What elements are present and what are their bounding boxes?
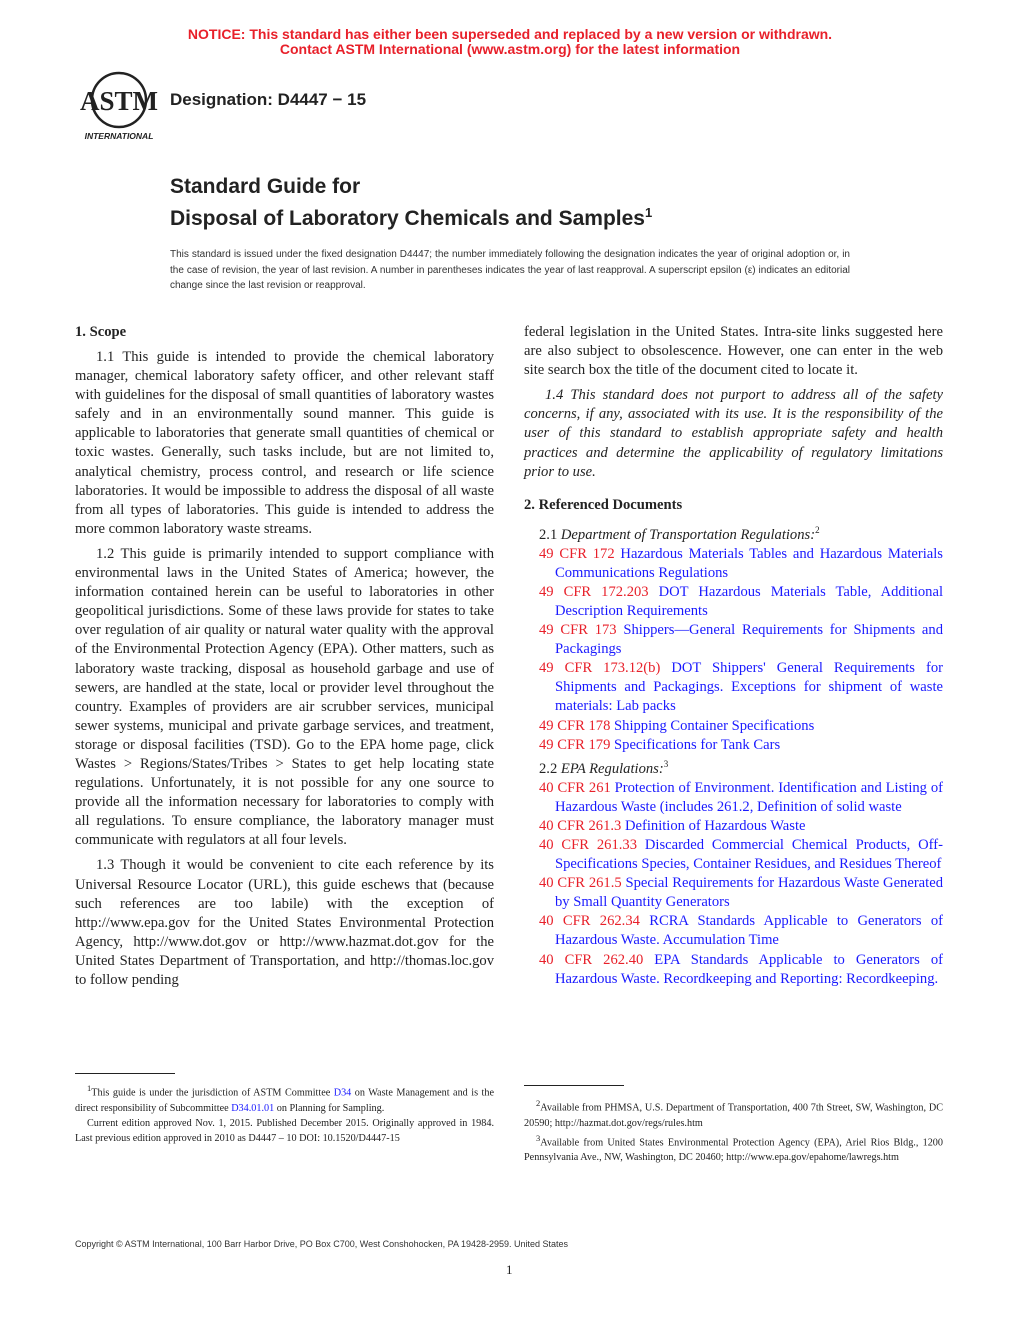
reference-title[interactable]: Special Requirements for Hazardous Waste Generated by Small Quantity Generators bbox=[555, 875, 943, 911]
footnote-2: $^2$Available from PHMSA, U.S. Department of Transportation, 400 7th Street, SW, Washington, DC 20590; http://hazmat.dot.gov/regs/rules.htm bbox=[524, 1098, 943, 1129]
title-text: Disposal of Laboratory Chemicals and Samples bbox=[170, 207, 645, 230]
reference-link[interactable] bbox=[524, 817, 943, 836]
left-column bbox=[75, 323, 494, 996]
reference-code[interactable]: 40 CFR 262.34 bbox=[539, 913, 640, 930]
notice-line-1: NOTICE: This standard has either been superseded and replaced by a new version or withdrawn. bbox=[187, 26, 833, 42]
right-column bbox=[524, 323, 943, 989]
reference-code[interactable]: 49 CFR 173 bbox=[539, 622, 617, 639]
reference-code[interactable]: 40 CFR 261.3 bbox=[539, 817, 622, 834]
reference-code[interactable]: 49 CFR 172.203 bbox=[539, 583, 649, 600]
reference-title[interactable]: Hazardous Materials Tables and Hazardous Materials Communications Regulations bbox=[555, 545, 943, 581]
committee-link[interactable]: D34 bbox=[333, 1087, 352, 1099]
notice-banner bbox=[0, 27, 1020, 57]
para-1-3-cont: federal legislation in the United States. Intra-site links suggested here are also subject to obsolescence. However, one can enter in the web site search box the title of the document cited to locate it. bbox=[524, 324, 943, 379]
reference-code[interactable]: 49 CFR 173.12(b) bbox=[539, 660, 661, 677]
notice-line-2: Contact ASTM International (www.astm.org) for the latest information bbox=[279, 41, 741, 57]
epa-reference-list bbox=[524, 779, 943, 989]
reference-title[interactable]: Shipping Container Specifications bbox=[614, 717, 815, 734]
footnote-divider-right bbox=[524, 1085, 624, 1086]
title-line-2 bbox=[170, 200, 652, 232]
reference-code[interactable]: 49 CFR 172 bbox=[539, 545, 615, 562]
svg-text:INTERNATIONAL: INTERNATIONAL bbox=[84, 131, 154, 141]
reference-link[interactable] bbox=[524, 912, 943, 950]
reference-code[interactable]: 49 CFR 178 bbox=[539, 717, 611, 734]
reference-title[interactable]: Shippers—General Requirements for Shipments and Packagings bbox=[555, 622, 944, 658]
designation: Designation: D4447 − 15 bbox=[170, 90, 367, 109]
reference-title[interactable]: Definition of Hazardous Waste bbox=[624, 817, 806, 834]
footnotes-right bbox=[524, 1096, 943, 1166]
footnote-3: $^3$Available from United States Environmental Protection Agency (EPA), Ariel Rios Bldg., 1200 Pennsylvania Ave., NW, Washington, DC 20460; http://www.epa.gov/epahome/lawregs.htm bbox=[524, 1132, 943, 1164]
reference-link[interactable] bbox=[524, 836, 943, 874]
title-footnote-ref: 1 bbox=[644, 205, 653, 220]
subcommittee-link[interactable]: D34.01.01 bbox=[231, 1102, 275, 1114]
reference-title[interactable]: RCRA Standards Applicable to Generators of Hazardous Waste. Accumulation Time bbox=[555, 913, 943, 949]
epa-subheading: 2.2 EPA Regulations:$^3$ bbox=[539, 758, 669, 777]
para-1-4: 1.4 This standard does not purport to address all of the safety concerns, if any, associated with its use. It is the responsibility of the user of this standard to establish appropriate safety and health practices and determine the applicability of regulatory limitations prior to use. bbox=[524, 387, 943, 480]
reference-code[interactable]: 40 CFR 262.40 bbox=[539, 951, 644, 968]
reference-title[interactable]: DOT Shippers' General Requirements for Shipments and Packagings. Exceptions for shipment of waste materials: Lab packs bbox=[555, 660, 943, 715]
reference-title[interactable]: EPA Standards Applicable to Generators of Hazardous Waste. Recordkeeping and Reporting: Recordkeeping. bbox=[555, 951, 943, 987]
dot-subheading: 2.1 Department of Transportation Regulations:$^2$ bbox=[539, 524, 820, 543]
reference-code[interactable]: 40 CFR 261.33 bbox=[539, 836, 637, 853]
reference-link[interactable] bbox=[524, 874, 943, 912]
reference-link[interactable] bbox=[524, 736, 943, 755]
reference-title[interactable]: Specifications for Tank Cars bbox=[614, 736, 781, 753]
page-number: 1 bbox=[506, 1262, 513, 1277]
reference-code[interactable]: 49 CFR 179 bbox=[539, 736, 611, 753]
reference-link[interactable] bbox=[524, 621, 943, 659]
reference-title[interactable]: Discarded Commercial Chemical Products, Off-Specifications Species, Container Residues, and Residues Thereof bbox=[555, 836, 943, 873]
reference-title[interactable]: Protection of Environment. Identification and Listing of Hazardous Waste (includes 261.2, Definition of solid waste bbox=[555, 779, 943, 815]
issuance-note: This standard is issued under the fixed designation D4447; the number immediately following the designation indicates the year of original adoption or, in the case of revision, the year of last revision. A number in parentheses indicates the year of last reapproval. A superscript epsilon (ε) indicates an editorial change since the last revision or reapproval. bbox=[170, 249, 850, 291]
reference-link[interactable] bbox=[524, 779, 943, 817]
reference-code[interactable]: 40 CFR 261.5 bbox=[539, 875, 622, 892]
footnotes-left bbox=[75, 1081, 494, 1146]
reference-link[interactable] bbox=[524, 951, 943, 989]
dot-reference-list bbox=[524, 545, 943, 755]
footnote-divider-left bbox=[75, 1073, 175, 1074]
svg-text:ASTM: ASTM bbox=[79, 86, 159, 116]
footnote-edition: Current edition approved Nov. 1, 2015. Published December 2015. Originally approved in 1984. Last previous edition approved in 2010 as D4447 – 10 DOI: 10.1520/D4447-15 bbox=[75, 1117, 494, 1144]
document-title bbox=[170, 174, 652, 232]
para-1-3: 1.3 Though it would be convenient to cite each reference by its Universal Resource Locator (URL), this guide eschews that (because such references are too labile) with the exception of http://www.epa.gov for the United States Environmental Protection Agency, http://www.dot.gov or http://www.hazmat.dot.gov for the United States Department of Transportation, and http://thomas.loc.gov to follow pending bbox=[75, 857, 494, 988]
reference-link[interactable] bbox=[524, 583, 943, 621]
scope-heading: 1. Scope bbox=[75, 324, 127, 340]
copyright: Copyright © ASTM International, 100 Barr Harbor Drive, PO Box C700, West Conshohocken, PA 19428-2959. United States bbox=[75, 1239, 569, 1249]
reference-link[interactable] bbox=[524, 545, 943, 583]
reference-link[interactable] bbox=[524, 717, 943, 736]
para-1-1: 1.1 This guide is intended to provide the chemical laboratory manager, chemical laboratory safety officer, and other relevant staff with guidelines for the disposal of small quantities of laboratory wastes safely and in an environmentally sound manner. This guide is applicable to laboratories that generate small quantities of chemical or toxic wastes. Generally, such tasks include, but are not limited to, analytical chemistry, process control, and research or life science laboratories. It would be impossible to address the disposal of all waste from all types of laboratories. This guide is intended to address the more common laboratory waste streams. bbox=[75, 349, 494, 537]
referenced-docs-heading: 2. Referenced Documents bbox=[524, 496, 683, 513]
footnote-1: $^1$This guide is under the jurisdiction of ASTM Committee D34 on Waste Management and is the direct responsibility of Subcommittee D34.01.01 on Planning for Sampling. bbox=[75, 1083, 494, 1114]
title-line-1: Standard Guide for bbox=[170, 175, 361, 198]
reference-code[interactable]: 40 CFR 261 bbox=[539, 779, 611, 796]
reference-title[interactable]: DOT Hazardous Materials Table, Additional Description Requirements bbox=[555, 583, 943, 619]
astm-logo-icon bbox=[78, 68, 160, 142]
reference-link[interactable] bbox=[524, 659, 943, 716]
para-1-2: 1.2 This guide is primarily intended to support compliance with environmental laws in the United States of America; however, the information contained herein can be useful to laboratories in other geopolitical jurisdictions. Some of these laws provide for states to take over regulation of air quality or natural water quality with the approval of the Environmental Protection Agency (EPA). Other matters, such as laboratory waste tracking, disposal as household garbage and use of sewers, are handled at the state, local or provider level throughout the country. Examples of providers are air scrubber services, municipal sewer systems, municipal and private garbage services, and treatment, storage or disposal facilities (TSD). Go to the EPA home page, click Wastes > Regions/States/Tribes > States to get help locating state regulations. Unfortunately, it is not possible for any one source to provide all the information necessary for laboratories to comply with all regulations. To ensure compliance, the laboratory manager must communicate with regulators at all four levels. bbox=[75, 545, 494, 849]
